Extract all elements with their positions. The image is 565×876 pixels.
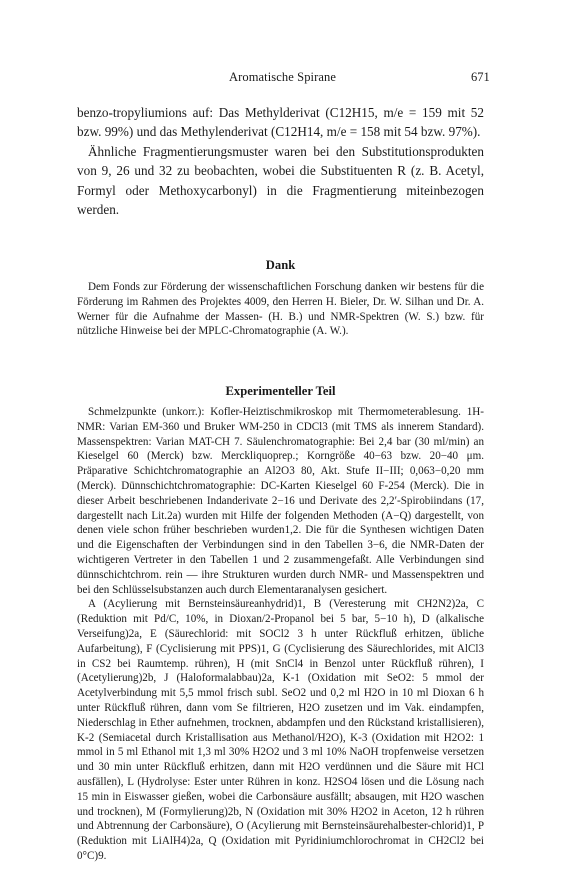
experimental-paragraph-1: Schmelzpunkte (unkorr.): Kofler-Heiztischmikroskop mit Thermometerablesung. 1H-NMR: Varian EM-360 und Bruker WM-250 in CDCl3 (mit TMS als innerem Standard). Massenspektren: Varian MAT-CH 7. Säulenchromatographie: Bei 2,4 bar (30 ml/min) an Kieselgel 60 (Merck) bzw. Merckliquoprep.; Korngröße 40−63 bzw. 20−40 μm. Präparative Schichtchromatographie an Al2O3 80, Akt. Stufe II−III; 0,063−0,20 mm (Merck). Dünnschichtchromatographie: DC-Karten Kieselgel 60 F-254 (Merck). Die in dieser Arbeit beschriebenen Indanderivate 2−16 und Derivate des 2,2′-Spirobiindans (17, dargestellt nach Lit.2a) wurden mit Hilfe der folgenden Methoden (A−Q) dargestellt, von denen viele schon früher beschrieben wurden1,2. Die für die Synthesen wichtigen Daten und die Eigenschaften der Verbindungen sind in den Tabellen 3−6, die NMR-Daten der wichtigeren Vertreter in den Tabellen 1 und 2 zusammengefaßt. Alle Verbindungen sind dünnschichtchrom. rein — ihre Strukturen wurden durch NMR- und Massenspektren und bei den Schlüsselsubstanzen auch durch Elementaranalysen gesichert. [77, 406, 484, 596]
thanks-section [77, 258, 484, 339]
experimental-paragraph-2: A (Acylierung mit Bernsteinsäureanhydrid)1, B (Veresterung mit CH2N2)2a, C (Reduktion mit Pd/C, 10%, in Dioxan/2-Propanol bei 5 bar, 5−10 h), D (alkalische Verseifung)2a, E (Säurechlorid: mit SOCl2 3 h unter Rückfluß erhitzen, übliche Aufarbeitung), F (Cyclisierung mit PPS)1, G (Cyclisierung des Säurechlorides, mit AlCl3 in CS2 bei Raumtemp. rühren), H (mit SnCl4 in Benzol unter Rückfluß rühren), I (Acetylierung)2b, J (Haloformalabbau)2a, K-1 (Oxidation mit SeO2: 5 mmol der Acetylverbindung mit 5,5 mmol frisch subl. SeO2 und 0,2 ml H2O in 10 ml Dioxan 6 h unter Rückfluß rühren, dann vom Se filtrieren, H2O zusetzen und im Vak. eindampfen, Niederschlag in Ether aufnehmen, trocknen, abdampfen und den Rückstand kristallisieren), K-2 (Semiacetal durch Kristallisation aus Methanol/H2O), K-3 (Oxidation mit H2O2: 1 mmol in 5 ml Ethanol mit 1,3 ml 30% H2O2 und 3 ml 10% NaOH tropfenweise versetzen und 30 min unter Rückfluß erhitzen, dann mit H2O verdünnen und die Säure mit HCl ausfällen), L (Hydrolyse: Ester unter Rühren in konz. H2SO4 lösen und die Lösung nach 15 min in Eiswasser gießen, wobei die Carbonsäure ausfällt; absaugen, mit H2O waschen und trocknen), M (Formylierung)2b, N (Oxidation mit 30% H2O2 in Aceton, 12 h rühren und Abtrennung der Carbonsäure), O (Acylierung mit Bernsteinsäurehalbester-chlorid)1, P (Reduktion mit LiAlH4)2a, Q (Oxidation mit Pyridiniumchlorochromat in CH2Cl2 bei 0°C)9. [77, 598, 484, 862]
page-number: 671 [471, 70, 490, 84]
experimental-heading: Experimenteller Teil [225, 384, 336, 398]
thanks-paragraph: Dem Fonds zur Förderung der wissenschaftlichen Forschung danken wir bestens für die Förderung im Rahmen des Projektes 4009, den Herren H. Bieler, Dr. W. Silhan und Dr. A. Werner für die Aufnahme der Massen- (H. B.) und NMR-Spektren (W. S.) bzw. für nützliche Hinweise bei der MPLC-Chromatographie (A. W.). [77, 281, 484, 338]
intro-section [77, 103, 484, 219]
intro-paragraph-1: benzo-tropyliumions auf: Das Methylderivat (C12H15, m/e = 159 mit 52 bzw. 99%) und das Methylenderivat (C12H14, m/e = 158 mit 54 bzw. 97%). [77, 105, 484, 140]
experimental-section [77, 384, 484, 864]
running-title: Aromatische Spirane [228, 70, 337, 84]
page-header [0, 70, 565, 86]
intro-paragraph-2: Ähnliche Fragmentierungsmuster waren bei den Substitutionsprodukten von 9, 26 und 32 zu beobachten, wobei die Substituenten R (z. B. Acetyl, Formyl oder Methoxycarbonyl) in die Fragmentierung miteinbezogen werden. [77, 143, 484, 218]
thanks-heading: Dank [265, 258, 296, 272]
